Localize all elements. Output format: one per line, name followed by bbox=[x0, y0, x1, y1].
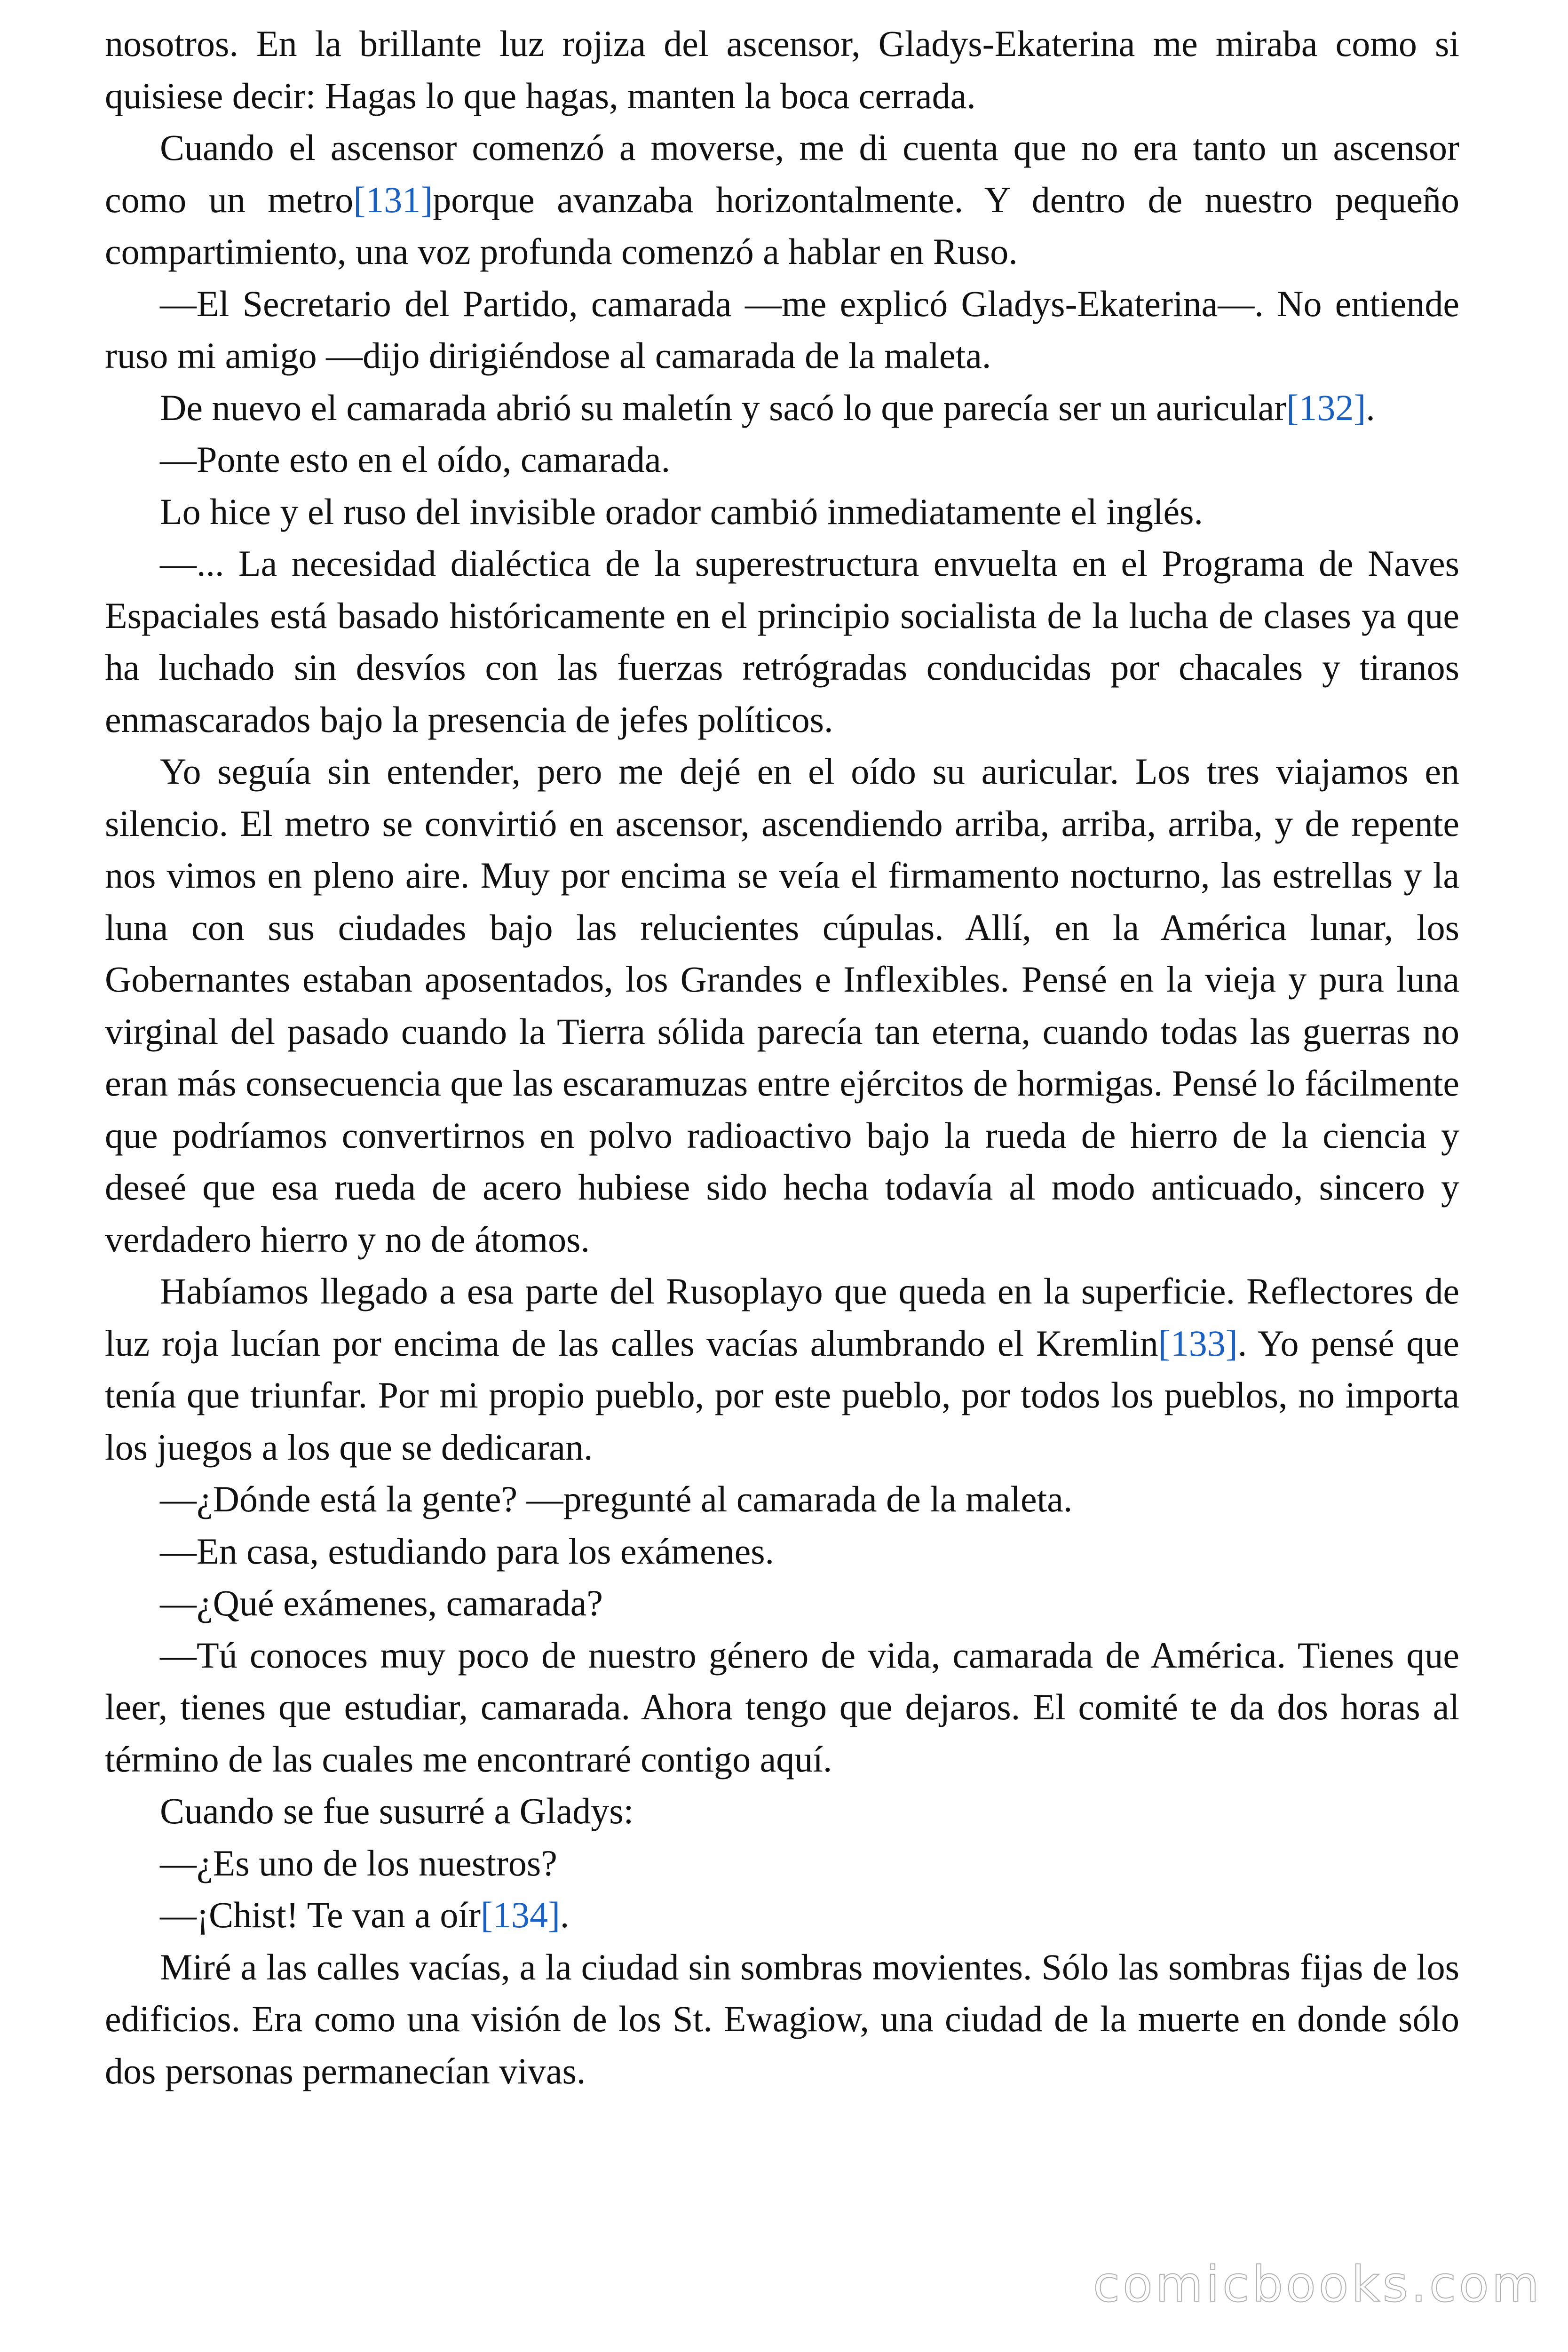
paragraph-text: —¿Qué exámenes, camarada? bbox=[160, 1582, 603, 1623]
paragraph-text: Lo hice y el ruso del invisible orador cambió inmediatamente el inglés. bbox=[160, 491, 1204, 532]
footnote-link[interactable]: [133] bbox=[1158, 1322, 1238, 1364]
footnote-link[interactable]: [134] bbox=[480, 1894, 560, 1935]
paragraph-text: . Yo pensé que tenía que triunfar. Por mi propio pueblo, por este pueblo, por todos los pueblos, no importa los juegos a los que se dedicaran. bbox=[105, 1322, 1459, 1468]
paragraph-text: —El Secretario del Partido, camarada —me explicó Gladys-Ekaterina—. No entiende ruso mi amigo —dijo dirigiéndose al camarada de la maleta. bbox=[105, 283, 1459, 376]
paragraph-text: —¿Es uno de los nuestros? bbox=[160, 1842, 557, 1883]
paragraph bbox=[105, 1941, 1459, 2098]
paragraph-text: . bbox=[1366, 387, 1375, 428]
paragraph bbox=[105, 278, 1459, 382]
paragraph-text: Yo seguía sin entender, pero me dejé en el oído su auricular. Los tres viajamos en silencio. El metro se convirtió en ascensor, ascendiendo arriba, arriba, arriba, y de repente nos vimos en pleno aire. Muy por encima se veía el firmamento nocturno, las estrellas y la luna con sus ciudades bajo las relucientes cúpulas. Allí, en la América lunar, los Gobernantes estaban aposentados, los Grandes e Inflexibles. Pensé en la vieja y pura luna virginal del pasado cuando la Tierra sólida parecía tan eterna, cuando todas las guerras no eran más consecuencia que las escaramuzas entre ejércitos de hormigas. Pensé lo fácilmente que podríamos convertirnos en polvo radioactivo bajo la rueda de hierro de la ciencia y deseé que esa rueda de acero hubiese sido hecha todavía al modo anticuado, sincero y verdadero hierro y no de átomos. bbox=[105, 751, 1459, 1260]
footnote-link[interactable]: [132] bbox=[1286, 387, 1366, 428]
paragraph bbox=[105, 122, 1459, 278]
paragraph bbox=[105, 746, 1459, 1265]
paragraph-text: Cuando el ascensor comenzó a moverse, me di cuenta que no era tanto un ascensor como un metro bbox=[105, 127, 1459, 220]
paragraph bbox=[105, 382, 1459, 434]
paragraph-text: Cuando se fue susurré a Gladys: bbox=[160, 1790, 634, 1831]
paragraph bbox=[105, 1265, 1459, 1473]
paragraph bbox=[105, 1889, 1459, 1941]
paragraph bbox=[105, 1577, 1459, 1629]
paragraph-text: —Tú conoces muy poco de nuestro género de vida, camarada de América. Tienes que leer, tienes que estudiar, camarada. Ahora tengo que dejaros. El comité te da dos horas al término de las cuales me encontraré contigo aquí. bbox=[105, 1634, 1459, 1780]
paragraph-text: De nuevo el camarada abrió su maletín y sacó lo que parecía ser un auricular bbox=[160, 387, 1287, 428]
paragraph-text: nosotros. En la brillante luz rojiza del ascensor, Gladys-Ekaterina me miraba como si quisiese decir: Hagas lo que hagas, manten la boca cerrada. bbox=[105, 23, 1459, 116]
paragraph bbox=[105, 1629, 1459, 1786]
paragraph bbox=[105, 1473, 1459, 1526]
paragraph bbox=[105, 434, 1459, 486]
site-watermark: comicbooks.com bbox=[1093, 2256, 1542, 2313]
paragraph-text: —¡Chist! Te van a oír bbox=[160, 1894, 481, 1935]
paragraph-text: —En casa, estudiando para los exámenes. bbox=[160, 1530, 775, 1572]
paragraph bbox=[105, 1526, 1459, 1578]
paragraph-text: porque avanzaba horizontalmente. Y dentro de nuestro pequeño compartimiento, una voz profunda comenzó a hablar en Ruso. bbox=[105, 179, 1459, 272]
paragraph bbox=[105, 18, 1459, 122]
paragraph-text: Habíamos llegado a esa parte del Rusoplayo que queda en la superficie. Reflectores de luz roja lucían por encima de las calles vacías alumbrando el Kremlin bbox=[105, 1271, 1459, 1364]
paragraph bbox=[105, 486, 1459, 538]
paragraph-text: Miré a las calles vacías, a la ciudad sin sombras movientes. Sólo las sombras fijas de los edificios. Era como una visión de los St. Ewagiow, una ciudad de la muerte en donde sólo dos personas permanecían vivas. bbox=[105, 1946, 1459, 2091]
paragraph-text: —Ponte esto en el oído, camarada. bbox=[160, 439, 671, 480]
paragraph-text: —... La necesidad dialéctica de la superestructura envuelta en el Programa de Naves Espaciales está basado históricamente en el principio socialista de la lucha de clases ya que ha luchado sin desvíos con las fuerzas retrógradas conducidas por chacales y tiranos enmascarados bajo la presencia de jefes políticos. bbox=[105, 543, 1459, 740]
paragraph bbox=[105, 538, 1459, 746]
paragraph bbox=[105, 1785, 1459, 1837]
paragraph-text: . bbox=[560, 1894, 570, 1935]
book-page-text bbox=[105, 18, 1459, 2097]
paragraph bbox=[105, 1837, 1459, 1890]
footnote-link[interactable]: [131] bbox=[353, 179, 433, 220]
paragraph-text: —¿Dónde está la gente? —pregunté al camarada de la maleta. bbox=[160, 1478, 1073, 1519]
